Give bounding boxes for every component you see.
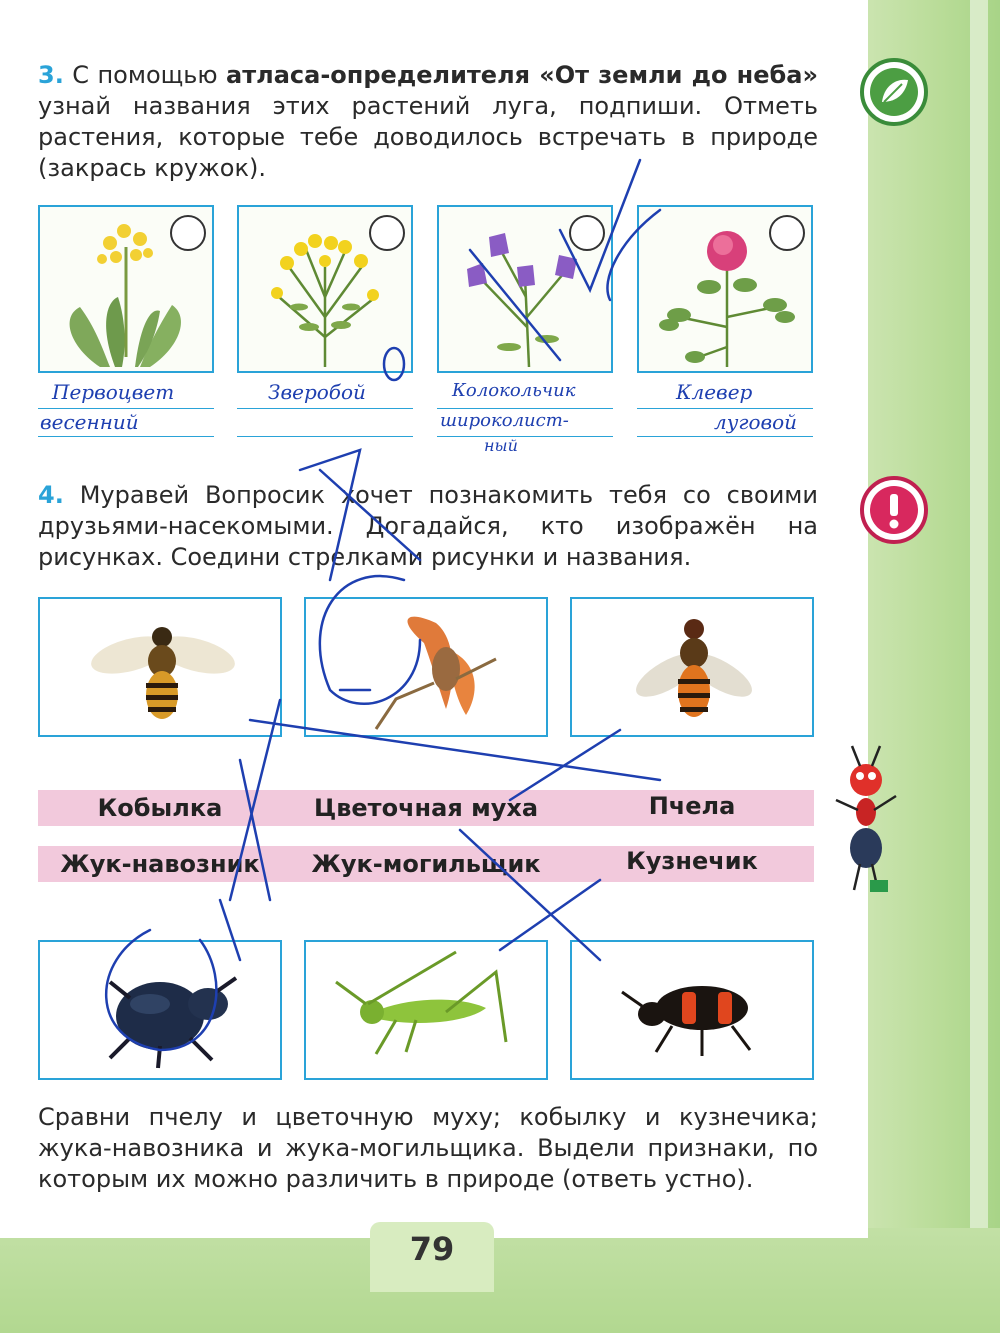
burying-beetle-image [572, 942, 812, 1078]
task3-number: 3. [38, 61, 64, 89]
insect-card-bee[interactable] [38, 597, 282, 737]
exclamation-icon [860, 476, 928, 544]
name-pchela[interactable]: Пчела [648, 792, 736, 820]
plant-card-st-johns-wort [237, 205, 413, 373]
answer-line [38, 436, 214, 437]
plant-card-clover [637, 205, 813, 373]
answer-line [38, 408, 214, 409]
leaf-icon [860, 58, 928, 126]
insect-card-grasshopper-green[interactable] [304, 940, 548, 1080]
handwritten-answer-3b: широколист- [440, 410, 569, 431]
handwritten-answer-1b: весенний [40, 410, 139, 434]
answer-line [237, 408, 413, 409]
answer-line [237, 436, 413, 437]
insect-card-hoverfly[interactable] [570, 597, 814, 737]
hoverfly-image [572, 599, 812, 735]
handwritten-answer-2a: Зверобой [268, 380, 366, 404]
seen-circle-4[interactable] [769, 215, 805, 251]
dung-beetle-image [40, 942, 280, 1078]
insect-card-dung-beetle[interactable] [38, 940, 282, 1080]
side-band [850, 0, 1000, 1333]
handwritten-answer-3c: ный [484, 436, 518, 455]
answer-line [637, 408, 813, 409]
ant-mascot-image [826, 740, 906, 900]
insect-card-grasshopper-flying[interactable] [304, 597, 548, 737]
seen-circle-2[interactable] [369, 215, 405, 251]
answer-line [437, 408, 613, 409]
seen-circle-3[interactable] [569, 215, 605, 251]
task4-number: 4. [38, 481, 64, 509]
handwritten-answer-4a: Клевер [676, 380, 753, 404]
name-zhuk-navoznik[interactable]: Жук-навозник [60, 850, 260, 878]
task3-text: 3. С помощью атласа-определителя «От земли до неба» узнай названия этих растений луга, подпиши. Отметь растения, которые тебе доводилось встречать в природе (закрась кружок). [38, 61, 818, 182]
name-kuznechik[interactable]: Кузнечик [626, 847, 758, 875]
compare-text: Сравни пчелу и цветочную муху; кобылку и кузнечика; жука-навозника и жука-могильщика. Выдели признаки, по которым их можно различить в природе (ответь устно). [38, 1103, 818, 1193]
grasshopper-flying-image [306, 599, 546, 735]
bottom-band [0, 1228, 1000, 1333]
handwritten-answer-4b: луговой [714, 410, 798, 434]
answer-line [637, 436, 813, 437]
page-number: 79 [409, 1230, 455, 1268]
plant-card-bellflower [437, 205, 613, 373]
name-zhuk-mogilshchik[interactable]: Жук-могильщик [311, 850, 541, 878]
plant-card-primrose [38, 205, 214, 373]
handwritten-answer-3a: Колокольчик [452, 380, 576, 401]
insect-card-burying-beetle[interactable] [570, 940, 814, 1080]
name-kobylka[interactable]: Кобылка [97, 794, 223, 822]
green-grasshopper-image [306, 942, 546, 1078]
answer-line [437, 436, 613, 437]
name-tsvetochnaya-mukha[interactable]: Цветочная муха [313, 794, 539, 822]
handwritten-answer-1a: Первоцвет [52, 380, 175, 404]
bee-image [40, 599, 280, 735]
seen-circle-1[interactable] [170, 215, 206, 251]
atlas-title: атласа-определителя «От земли до неба» [226, 61, 818, 89]
task4-text: 4. Муравей Вопросик хочет познакомить тебя со своими друзьями-насекомыми. Догадайся, кто изображён на рисунках. Соедини стрелками рисунки и названия. [38, 481, 818, 571]
